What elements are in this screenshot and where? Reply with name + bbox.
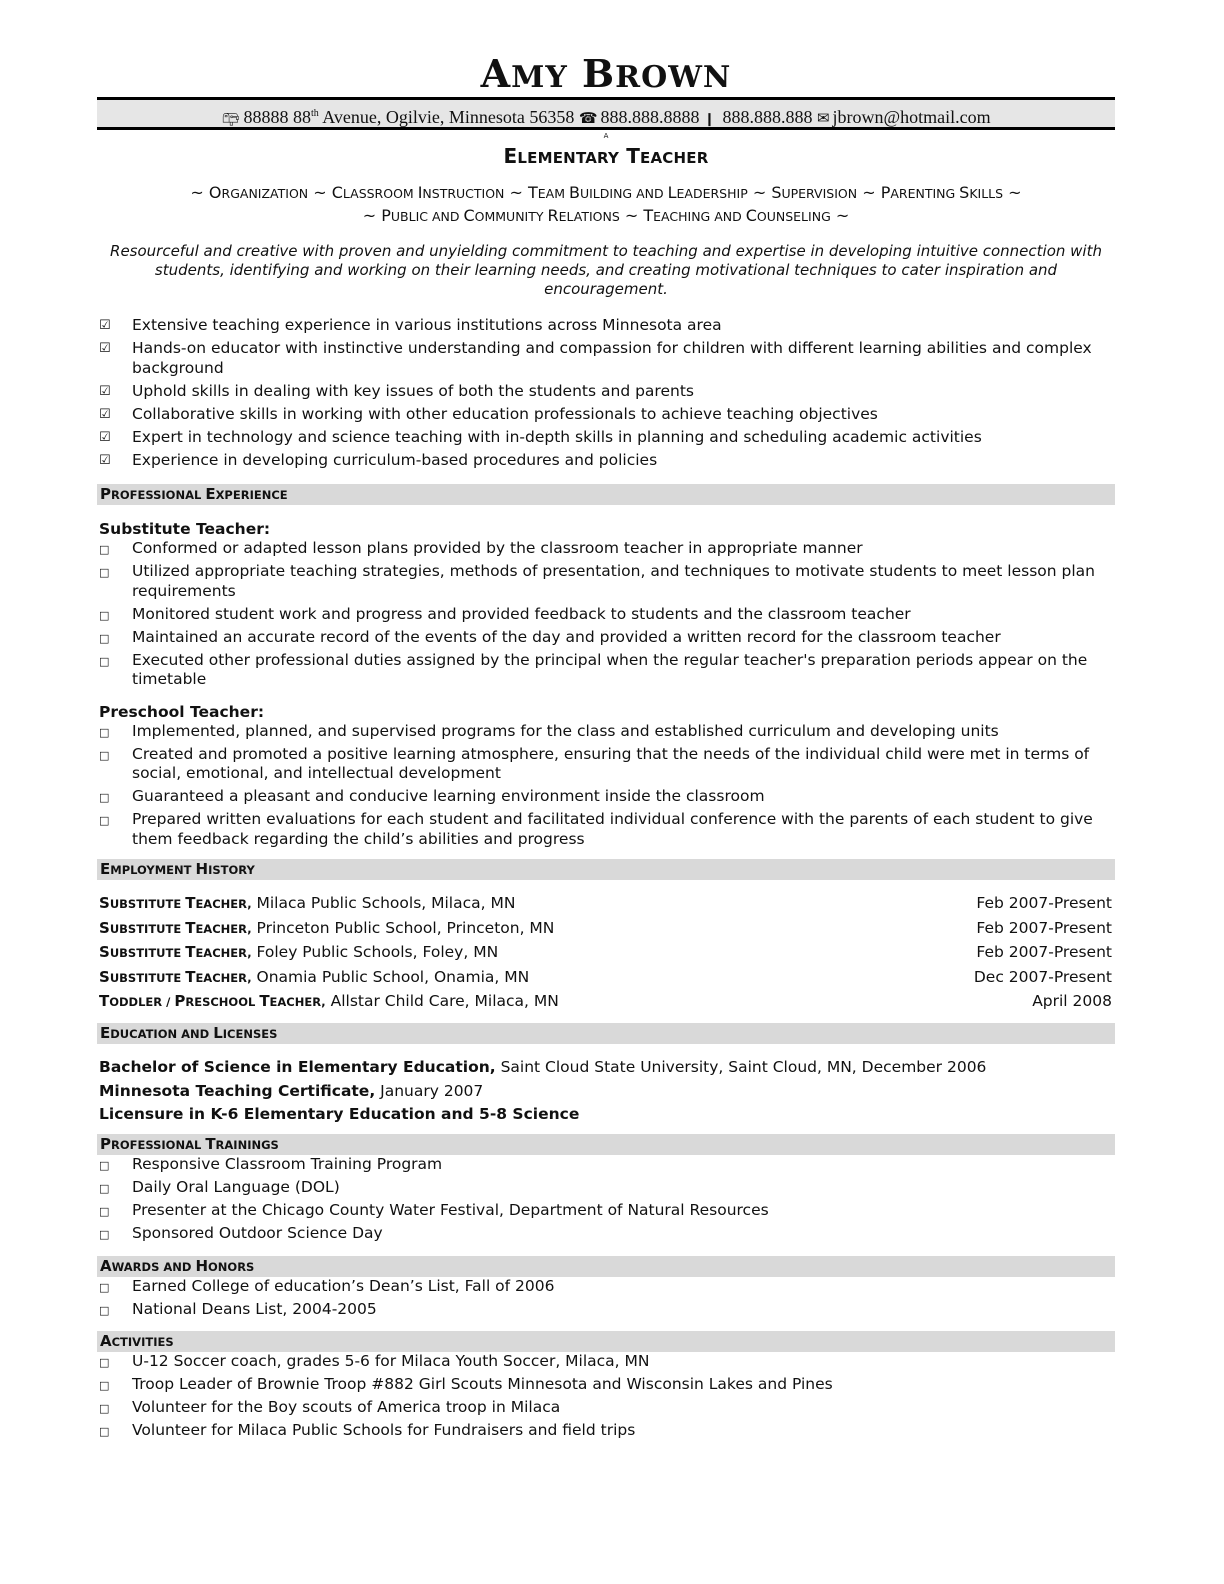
list-item: □ U-12 Soccer coach, grades 5-6 for Milaca Youth Soccer, Milaca, MN bbox=[97, 1352, 1115, 1372]
checkbox-checked-icon: ☑ bbox=[99, 341, 111, 356]
list-item: □ Executed other professional duties assigned by the principal when the regular teacher's preparation periods appear on the timetable bbox=[99, 650, 1088, 688]
square-bullet-icon: □ bbox=[99, 1205, 110, 1218]
square-bullet-icon: □ bbox=[99, 1303, 110, 1317]
employment-row bbox=[97, 991, 1115, 1012]
square-bullet-icon: □ bbox=[99, 791, 110, 804]
address: 88888 88th Avenue, Ogilvie, Minnesota 56358 bbox=[243, 107, 575, 127]
list-item: □ Prepared written evaluations for each student and facilitated individual conference with the parents of each student to give them feedback regarding the child’s abilities and progress bbox=[99, 810, 1093, 848]
employment-dates: Feb 2007-Present bbox=[976, 943, 1112, 961]
list-item: □ Guaranteed a pleasant and conducive learning environment inside the classroom bbox=[97, 787, 1115, 807]
square-bullet-icon: □ bbox=[99, 608, 110, 622]
checkbox-checked-icon: ☑ bbox=[99, 383, 111, 399]
employment-place: Milaca Public Schools, Milaca, MN bbox=[251, 894, 516, 912]
square-bullet-icon: □ bbox=[99, 814, 110, 827]
education-row: Minnesota Teaching Certificate, January 2007 bbox=[99, 1081, 484, 1100]
employment-role: SUBSTITUTE TEACHER, bbox=[99, 967, 252, 986]
mailbox-icon: 📪︎ bbox=[221, 111, 241, 127]
square-bullet-icon: □ bbox=[99, 748, 110, 762]
list-item: □ National Deans List, 2004-2005 bbox=[97, 1300, 1115, 1320]
employment-place: Allstar Child Care, Milaca, MN bbox=[325, 992, 559, 1010]
list-item: □ Presenter at the Chicago County Water Festival, Department of Natural Resources bbox=[97, 1201, 1115, 1221]
square-bullet-icon: □ bbox=[99, 654, 110, 668]
list-item: ☑ Uphold skills in dealing with key issues of both the students and parents bbox=[99, 381, 694, 400]
square-bullet-icon: □ bbox=[99, 566, 110, 579]
square-bullet-icon: □ bbox=[99, 725, 110, 739]
education-list bbox=[97, 1057, 1115, 1124]
job-title: ELEMENTARY TEACHER bbox=[503, 144, 709, 168]
square-bullet-icon: □ bbox=[99, 543, 110, 556]
checkbox-checked-icon: ☑ bbox=[99, 429, 111, 445]
role-duties-list bbox=[97, 722, 1115, 850]
email-link[interactable]: jbrown@hotmail.com bbox=[832, 107, 991, 127]
list-item: □ Monitored student work and progress and provided feedback to students and the classroom teacher bbox=[97, 605, 1115, 625]
list-item: □ Volunteer for Milaca Public Schools for Fundraisers and field trips bbox=[97, 1421, 1115, 1441]
contact-bar bbox=[97, 97, 1115, 130]
list-item: ☑ Expert in technology and science teaching with in-depth skills in planning and scheduling academic activities bbox=[99, 427, 982, 446]
list-item: ☑ Experience in developing curriculum-based procedures and policies bbox=[99, 450, 658, 469]
employment-dates: Feb 2007-Present bbox=[976, 918, 1112, 937]
employment-list bbox=[97, 893, 1115, 1012]
employment-row bbox=[97, 893, 1115, 914]
employment-row bbox=[97, 918, 1115, 939]
list-item: □ Implemented, planned, and supervised programs for the class and established curriculum and developing units bbox=[97, 722, 1115, 742]
activities-list bbox=[97, 1352, 1115, 1441]
skills-line-1: ~ ORGANIZATION ~ CLASSROOM INSTRUCTION ~ TEAM BUILDING AND LEADERSHIP ~ SUPERVISION ~ PARENTING SKILLS ~ bbox=[190, 183, 1022, 202]
square-bullet-icon: □ bbox=[99, 1402, 110, 1415]
employment-dates: Feb 2007-Present bbox=[976, 894, 1112, 912]
checkbox-checked-icon: ☑ bbox=[99, 406, 111, 422]
list-item: □ Earned College of education’s Dean’s List, Fall of 2006 bbox=[97, 1277, 1115, 1297]
envelope-icon: ✉︎ bbox=[816, 111, 830, 127]
square-bullet-icon: □ bbox=[99, 1159, 110, 1172]
square-bullet-icon: □ bbox=[99, 1356, 110, 1369]
profile-summary: Resourceful and creative with proven and unyielding commitment to teaching and expertise in developing intuitive connection with students, identifying and working on their learning needs, and creating motivational techniques to cater inspiration and encouragement. bbox=[110, 242, 1102, 298]
employment-row bbox=[97, 942, 1115, 963]
section-header-activities: ACTIVITIES bbox=[97, 1331, 1115, 1352]
skills-summary bbox=[97, 182, 1115, 228]
list-item: □ Sponsored Outdoor Science Day bbox=[97, 1224, 1115, 1244]
section-header-professional-experience: PROFESSIONAL EXPERIENCE bbox=[97, 484, 1115, 505]
resume-page bbox=[97, 0, 1115, 1444]
employment-dates: Dec 2007-Present bbox=[973, 967, 1112, 986]
square-bullet-icon: □ bbox=[99, 1425, 110, 1438]
section-header-professional-trainings: PROFESSIONAL TRAININGS bbox=[97, 1134, 1115, 1155]
employment-role: SUBSTITUTE TEACHER, bbox=[99, 918, 252, 937]
section-header-awards-and-honors: AWARDS AND HONORS bbox=[97, 1256, 1115, 1277]
awards-list bbox=[97, 1277, 1115, 1320]
square-bullet-icon: □ bbox=[99, 631, 110, 645]
employment-role: SUBSTITUTE TEACHER, bbox=[99, 894, 252, 912]
phone: 888.888.8888 bbox=[600, 107, 700, 127]
section-header-education-and-licenses: EDUCATION AND LICENSES bbox=[97, 1023, 1115, 1044]
list-item: □ Volunteer for the Boy scouts of America troop in Milaca bbox=[97, 1398, 1115, 1418]
trainings-list bbox=[97, 1155, 1115, 1244]
highlights-list bbox=[97, 316, 1115, 470]
list-item: □ Responsive Classroom Training Program bbox=[97, 1155, 1115, 1175]
checkbox-checked-icon: ☑ bbox=[99, 452, 111, 468]
role-title: Substitute Teacher: bbox=[99, 520, 271, 538]
anchor-marker: A bbox=[603, 132, 609, 140]
employment-dates: April 2008 bbox=[1032, 992, 1112, 1010]
employment-role: TODDLER / PRESCHOOL TEACHER, bbox=[99, 992, 326, 1010]
list-item: ☑ Hands-on educator with instinctive understanding and compassion for children with different learning abilities and complex background bbox=[99, 339, 1092, 377]
list-item: □ Created and promoted a positive learning atmosphere, ensuring that the needs of the individual child were met in terms of social, emotional, and intellectual development bbox=[99, 744, 1090, 782]
square-bullet-icon: □ bbox=[99, 1280, 110, 1294]
square-bullet-icon: □ bbox=[99, 1182, 110, 1195]
skills-line-2: ~ PUBLIC AND COMMUNITY RELATIONS ~ TEACHING AND COUNSELING ~ bbox=[362, 206, 850, 225]
role-title: Preschool Teacher: bbox=[99, 702, 265, 721]
list-item: □ Utilized appropriate teaching strategies, methods of presentation, and techniques to motivate students to meet lesson plan requirements bbox=[99, 562, 1095, 600]
candidate-name: AMY BROWN bbox=[480, 51, 732, 96]
list-item: □ Troop Leader of Brownie Troop #882 Girl Scouts Minnesota and Wisconsin Lakes and Pines bbox=[97, 1375, 1115, 1395]
list-item: ☑ Collaborative skills in working with other education professionals to achieve teaching objectives bbox=[99, 404, 878, 423]
mobile-phone-icon: ❙ bbox=[704, 111, 715, 126]
employment-role: SUBSTITUTE TEACHER, bbox=[99, 943, 252, 961]
employment-row bbox=[97, 967, 1115, 988]
checkbox-checked-icon: ☑ bbox=[99, 318, 111, 333]
list-item: □ Maintained an accurate record of the events of the day and provided a written record for the classroom teacher bbox=[97, 628, 1115, 648]
employment-place: Princeton Public School, Princeton, MN bbox=[251, 918, 555, 937]
square-bullet-icon: □ bbox=[99, 1379, 110, 1392]
education-row: Licensure in K-6 Elementary Education and 5-8 Science bbox=[99, 1105, 580, 1123]
list-item: □ Conformed or adapted lesson plans provided by the classroom teacher in appropriate manner bbox=[97, 539, 1115, 559]
telephone-icon: ☎ bbox=[578, 111, 598, 127]
education-row: Bachelor of Science in Elementary Education, Saint Cloud State University, Saint Cloud, MN, December 2006 bbox=[99, 1058, 987, 1076]
employment-place: Foley Public Schools, Foley, MN bbox=[251, 943, 499, 961]
employment-place: Onamia Public School, Onamia, MN bbox=[251, 967, 530, 986]
mobile: 888.888.888 bbox=[722, 107, 813, 127]
square-bullet-icon: □ bbox=[99, 1228, 110, 1241]
role-duties-list bbox=[97, 539, 1115, 690]
list-item: □ Daily Oral Language (DOL) bbox=[97, 1178, 1115, 1198]
list-item: ☑ Extensive teaching experience in various institutions across Minnesota area bbox=[99, 316, 722, 334]
section-header-employment-history: EMPLOYMENT HISTORY bbox=[97, 859, 1115, 880]
